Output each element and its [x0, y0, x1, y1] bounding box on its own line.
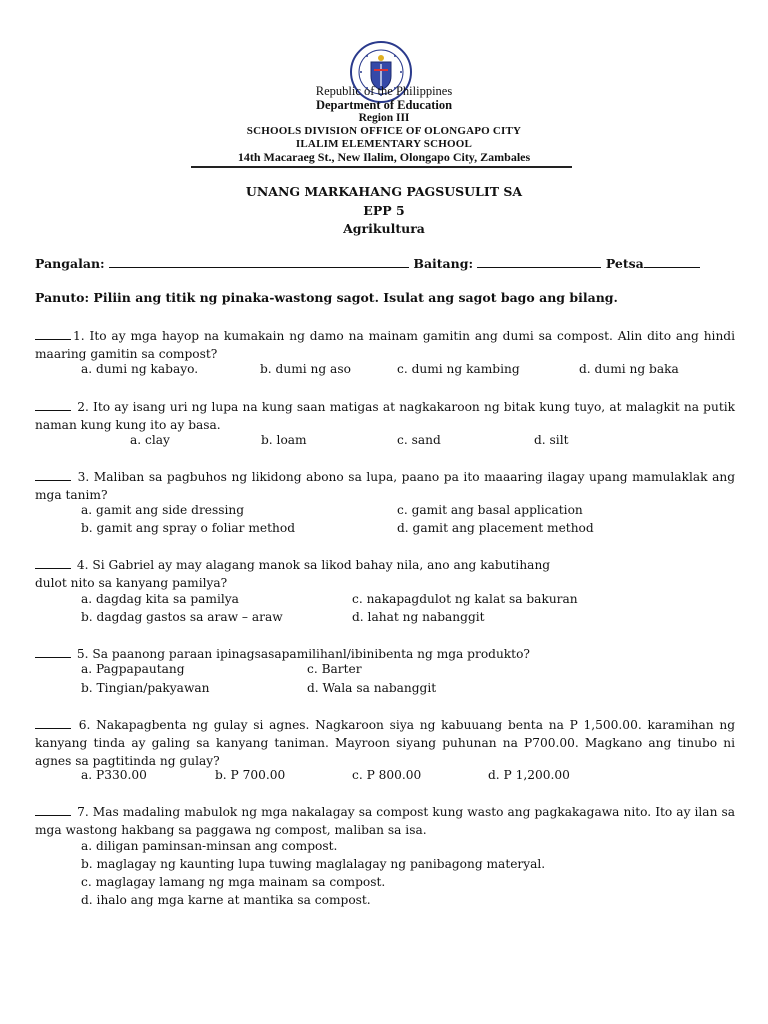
option-c: c. nakapagdulot ng kalat sa bakuran	[352, 592, 578, 606]
question-text: Ito ay mga hayop na kumakain ng damo na mainam gamitin ang dumi sa compost. Alin dito ang hindi maaring gamitin sa compost?	[35, 329, 735, 361]
question-number: 1.	[73, 329, 85, 343]
grade-field[interactable]	[477, 255, 601, 268]
question-number: 3.	[77, 470, 90, 484]
option-d: d. ihalo ang mga karne at mantika sa compost.	[81, 893, 371, 907]
question-text: Mas madaling mabulok ng mga nakalagay sa compost kung wasto ang pagkakagawa nito. Ito ay ilan sa mga wastong hakbang sa paggawa ng compost, maliban sa isa.	[35, 805, 736, 837]
question-number: 7.	[77, 805, 89, 819]
answer-blank[interactable]	[35, 328, 71, 340]
answer-blank[interactable]	[35, 557, 71, 569]
header-divider	[191, 166, 572, 168]
option-b: b. gamit ang spray o foliar method	[81, 521, 296, 535]
option-a: a. dagdag kita sa pamilya	[81, 592, 239, 606]
option-a: a. P330.00	[81, 768, 147, 782]
option-a: a. Pagpapautang	[81, 662, 185, 676]
option-c: c. sand	[397, 433, 441, 447]
option-b: b. dumi ng aso	[260, 362, 351, 376]
option-c: c. P 800.00	[352, 768, 422, 782]
option-c: c. dumi ng kambing	[397, 362, 520, 376]
option-d: d. lahat ng nabanggit	[352, 610, 485, 624]
question-text: Sa paanong paraan ipinagsasapamilihanl/ibinibenta ng mga produkto?	[92, 647, 530, 661]
name-field[interactable]	[109, 255, 409, 268]
option-b: b. dagdag gastos sa araw – araw	[81, 610, 283, 624]
grade-label: Baitang:	[413, 256, 474, 271]
header-region: Region III	[358, 112, 410, 124]
question-3	[35, 468, 735, 504]
date-field[interactable]	[644, 255, 700, 268]
question-7	[35, 803, 735, 839]
option-a: a. clay	[130, 433, 170, 447]
header-republic: Republic of the Philippines	[315, 84, 453, 98]
option-a: a. diligan paminsan-minsan ang compost.	[81, 839, 338, 853]
option-d: d. gamit ang placement method	[397, 521, 594, 535]
name-label: Pangalan:	[35, 256, 105, 271]
option-a: a. dumi ng kabayo.	[81, 362, 199, 376]
answer-blank[interactable]	[35, 804, 71, 816]
option-b: b. maglagay ng kaunting lupa tuwing maglalagay ng panibagong materyal.	[81, 857, 546, 871]
question-6	[35, 716, 735, 770]
option-a: a. gamit ang side dressing	[81, 503, 245, 517]
option-d: d. Wala sa nabanggit	[307, 681, 437, 695]
date-label: Petsa	[605, 256, 644, 271]
question-number: 4.	[76, 558, 89, 572]
option-d: d. silt	[534, 433, 569, 447]
answer-blank[interactable]	[35, 469, 71, 481]
option-c: c. maglagay lamang ng mga mainam sa compost.	[81, 875, 386, 889]
question-number: 5.	[76, 647, 89, 661]
header-division: SCHOOLS DIVISION OFFICE OF OLONGAPO CITY	[246, 125, 522, 137]
question-text: Si Gabriel ay may alagang manok sa likod bahay nila, ano ang kabutihang	[92, 558, 551, 572]
question-number: 6.	[78, 718, 91, 732]
exam-title: UNANG MARKAHANG PAGSUSULIT SA	[245, 184, 523, 199]
question-5	[35, 645, 735, 663]
instructions: Panuto: Piliin ang titik ng pinaka-wastong sagot. Isulat ang sagot bago ang bilang.	[35, 290, 618, 305]
option-c: c. gamit ang basal application	[397, 503, 583, 517]
question-4	[35, 556, 735, 592]
student-info-row	[35, 255, 735, 271]
option-d: d. dumi ng baka	[579, 362, 679, 376]
header-department: Department of Education	[315, 98, 453, 112]
exam-subtitle: Agrikultura	[343, 221, 425, 236]
question-text-continued: dulot nito sa kanyang pamilya?	[35, 576, 228, 590]
question-text: Ito ay isang uri ng lupa na kung saan matigas at nagkakaroon ng bitak kung tuyo, at malagkit na putik naman kung kung ito ay basa.	[35, 400, 736, 432]
option-b: b. loam	[261, 433, 307, 447]
header-school: ILALIM ELEMENTARY SCHOOL	[295, 138, 473, 150]
option-c: c. Barter	[307, 662, 362, 676]
question-number: 2.	[77, 400, 89, 414]
answer-blank[interactable]	[35, 399, 71, 411]
answer-blank[interactable]	[35, 646, 71, 658]
question-text: Maliban sa pagbuhos ng likidong abono sa lupa, paano pa ito maaaring ilagay upang mamulaklak ang mga tanim?	[35, 470, 735, 502]
question-text: Nakapagbenta ng gulay si agnes. Nagkaroon siya ng kabuuang benta na P 1,500.00. karamihan ng kanyang tinda ay galing sa kanyang taniman. Mayroon siyang puhunan na P700.00. Magkano ang tinubo ni agnes sa pagtitinda ng gulay?	[35, 718, 736, 768]
option-b: b. Tingian/pakyawan	[81, 681, 210, 695]
answer-blank[interactable]	[35, 717, 71, 729]
exam-subject: EPP 5	[363, 203, 405, 218]
question-1	[35, 327, 735, 363]
option-b: b. P 700.00	[215, 768, 286, 782]
option-d: d. P 1,200.00	[488, 768, 570, 782]
question-2	[35, 398, 735, 434]
header-address: 14th Macaraeg St., New Ilalim, Olongapo City, Zambales	[237, 150, 531, 164]
